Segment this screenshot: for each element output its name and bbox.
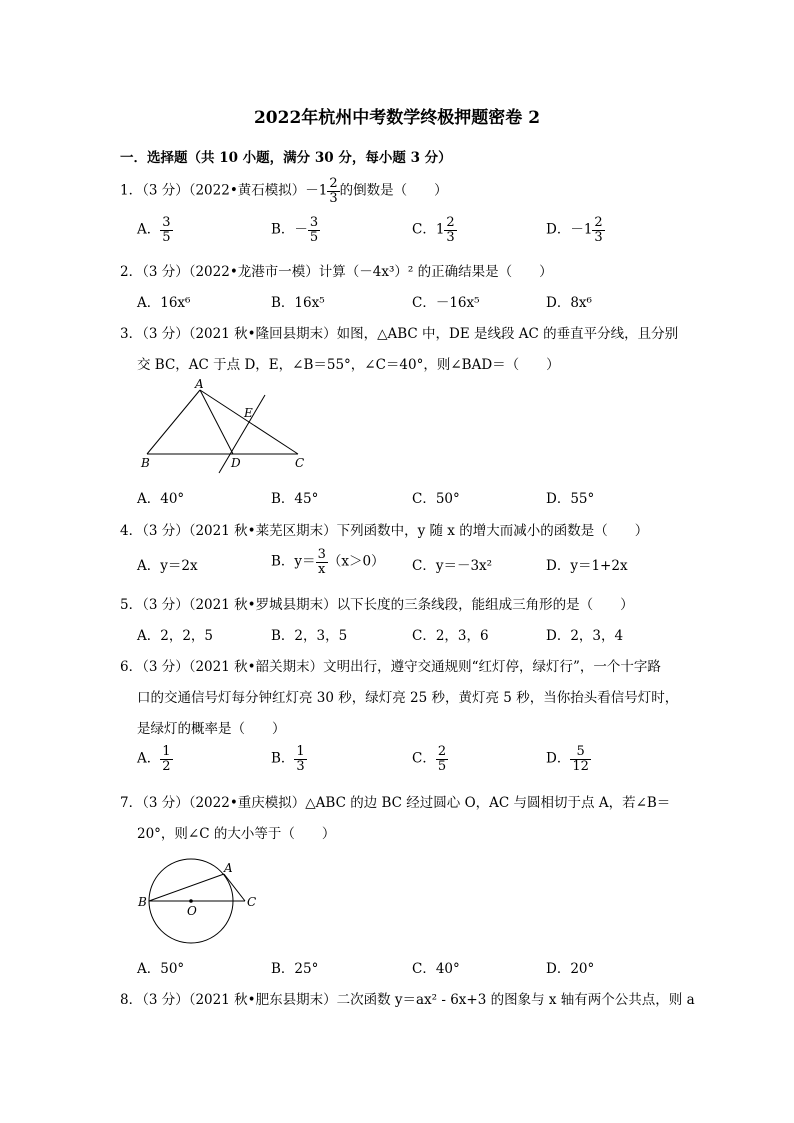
label-c: C [247,895,257,909]
label-d: D [231,456,241,470]
q6-option-b: B． $\frac{1}{3}$ [271,744,305,774]
q2-option-d: D．8x⁶ [546,295,592,311]
question-7-line-1: 7．（3 分）（2022•重庆模拟）△ABC 的边 BC 经过圆心 O，AC 与圆相切于点 A，若∠B＝ [120,795,671,811]
label-o: O [187,904,197,918]
circle-figure [135,848,265,948]
fraction: $\frac{2}{3}$ [329,176,338,206]
q7-option-c: C．40° [412,961,460,977]
q1-option-c: C．1 $\frac{2}{3}$ [412,215,455,245]
question-6-line-3: 是绿灯的概率是（ ） [137,721,286,737]
q3-option-d: D．55° [546,491,595,507]
q6-option-d: D． $\frac{5}{12}$ [546,744,589,774]
q2-option-c: C．－16x⁵ [412,295,480,311]
q3-option-b: B．45° [271,491,319,507]
question-6-line-2: 口的交通信号灯每分钟红灯亮 30 秒，绿灯亮 25 秒，黄灯亮 5 秒，当你抬头看信号灯时， [137,690,679,706]
q5-option-d: D．2，3，4 [546,628,624,644]
q3-option-a: A．40° [137,491,185,507]
q4-option-d: D．y＝1+2x [546,558,628,574]
q2-option-a: A．16x⁶ [137,295,191,311]
label-b: B [141,456,150,470]
question-3-line-1: 3．（3 分）（2021 秋•隆回县期末）如图，△ABC 中，DE 是线段 AC 的垂直平分线，且分别 [120,326,679,342]
page-title: 2022年杭州中考数学终极押题密卷 2 [253,108,541,128]
q6-option-c: C． $\frac{2}{5}$ [412,744,447,774]
label-a: A [224,861,233,875]
label-a: A [195,377,204,391]
q1-option-a: A． $\frac{3}{5}$ [137,215,171,245]
q1-option-b: B．－ $\frac{3}{5}$ [271,215,319,245]
q1-option-d: D．－1 $\frac{2}{3}$ [546,215,603,245]
question-7-line-2: 20°，则∠C 的大小等于（ ） [137,826,336,842]
question-5: 5．（3 分）（2021 秋•罗城县期末）以下长度的三条线段，能组成三角形的是（ ） [120,597,634,613]
q2-option-b: B．16x⁵ [271,295,325,311]
question-2: 2．（3 分）（2022•龙港市一模）计算（－4x³）² 的正确结果是（ ） [120,264,553,280]
q4-option-c: C．y＝－3x² [412,558,493,574]
q6-option-a: A． $\frac{1}{2}$ [137,744,171,774]
q5-option-c: C．2，3，6 [412,628,489,644]
section-heading: 一．选择题（共 10 小题，满分 30 分，每小题 3 分） [120,150,452,166]
question-1: 1．（3 分）（2022•黄石模拟）－1 $\frac{2}{3}$ 的倒数是（ ） [120,176,448,206]
question-6-line-1: 6．（3 分）（2021 秋•韶关期末）文明出行，遵守交通规则“红灯停，绿灯行”，一个十字路 [120,659,661,675]
triangle-figure [135,377,315,477]
q7-option-b: B．25° [271,961,319,977]
label-b: B [138,895,147,909]
q5-option-b: B．2，3，5 [271,628,348,644]
q7-option-a: A．50° [137,961,185,977]
q4-option-a: A．y＝2x [137,558,198,574]
question-8: 8．（3 分）（2021 秋•肥东县期末）二次函数 y＝ax² - 6x+3 的图象与 x 轴有两个公共点，则 a [120,992,695,1008]
q4-option-b: B．y＝ $\frac{3}{x}$ （x＞0） [271,547,385,577]
question-4: 4．（3 分）（2021 秋•莱芜区期末）下列函数中，y 随 x 的增大而减小的函数是（ ） [120,523,649,539]
question-3-line-2: 交 BC，AC 于点 D，E，∠B＝55°，∠C＝40°，则∠BAD＝（ ） [137,357,560,373]
q5-option-a: A．2，2，5 [137,628,214,644]
q7-option-d: D．20° [546,961,595,977]
label-e: E [244,406,253,420]
q3-option-c: C．50° [412,491,460,507]
label-c: C [295,456,305,470]
